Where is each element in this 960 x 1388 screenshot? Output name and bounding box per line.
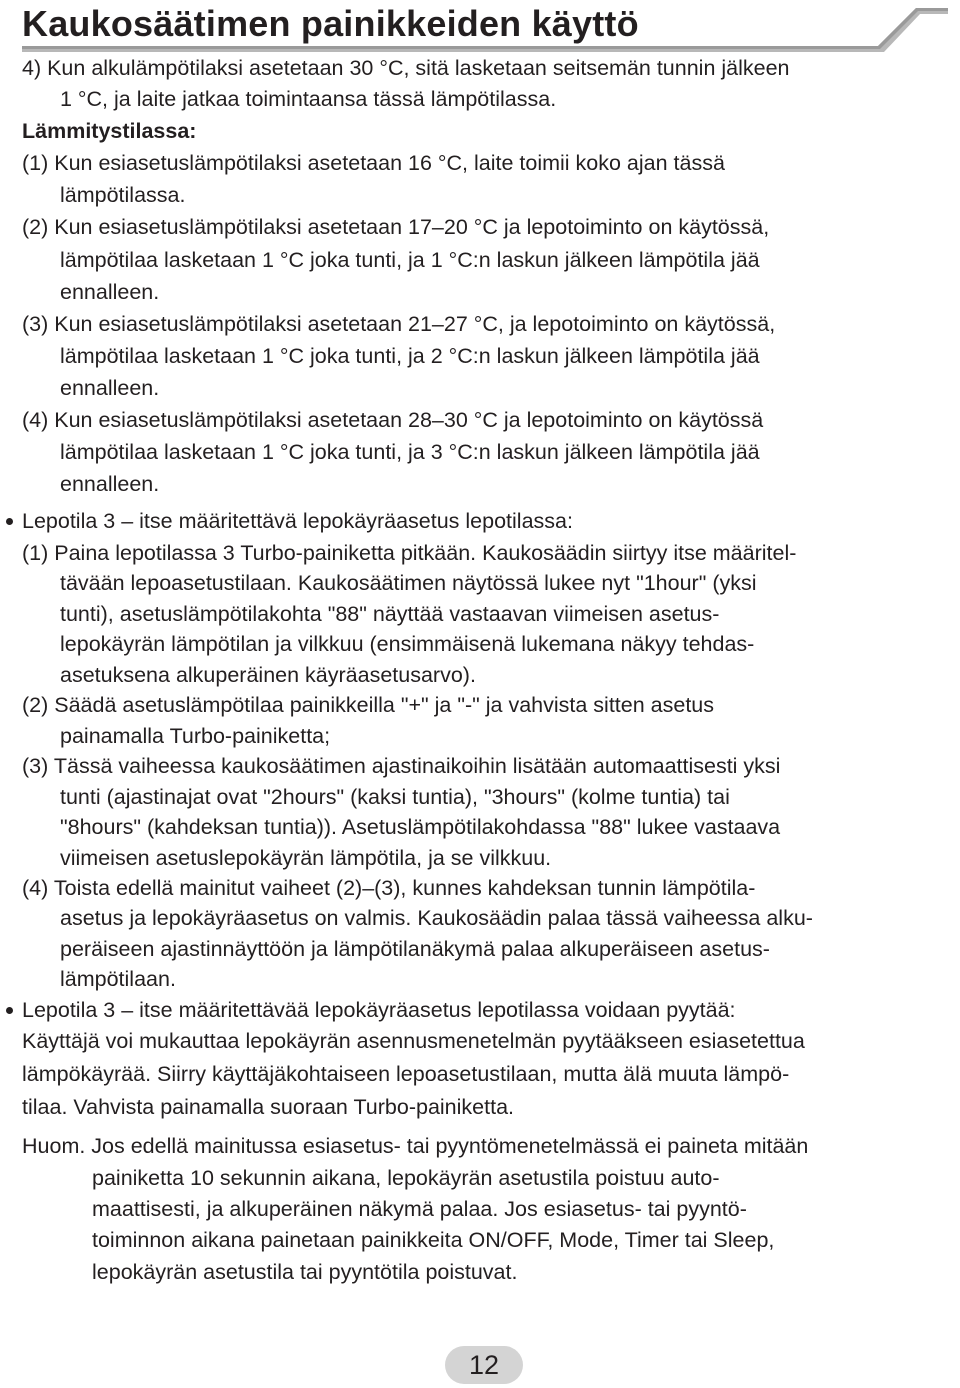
note-line: maattisesti, ja alkuperäinen näkymä palaa. Jos esiasetus- tai pyyntö- bbox=[92, 1197, 747, 1221]
text-line: (1) Paina lepotilassa 3 Turbo-painiketta pitkään. Kaukosäädin siirtyy itse määritel- bbox=[22, 541, 797, 565]
text-line: tunti), asetuslämpötilakohta "88" näyttää vastaavan viimeisen asetus- bbox=[60, 602, 720, 626]
header-rule bbox=[0, 0, 960, 60]
text-line: lepokäyrän lämpötilan ja vilkkuu (ensimmäisenä lukemana näkyy tehdas- bbox=[60, 632, 755, 656]
text-line: Käyttäjä voi mukauttaa lepokäyrän asennusmenetelmän pyytääkseen esiasetettua bbox=[22, 1029, 805, 1053]
page-title: Kaukosäätimen painikkeiden käyttö bbox=[22, 3, 639, 44]
bullet-icon bbox=[6, 518, 13, 525]
text-line: 4) Kun alkulämpötilaksi asetetaan 30 °C, sitä lasketaan seitsemän tunnin jälkeen bbox=[22, 56, 790, 80]
text-line: ennalleen. bbox=[60, 280, 160, 304]
text-line: lämpökäyrää. Siirry käyttäjäkohtaiseen lepoasetustilaan, mutta älä muuta lämpö- bbox=[22, 1062, 790, 1086]
text-line: (4) Kun esiasetuslämpötilaksi asetetaan 28–30 °C ja lepotoiminto on käytössä bbox=[22, 408, 764, 432]
note-line: toiminnon aikana painetaan painikkeita ON/OFF, Mode, Timer tai Sleep, bbox=[92, 1228, 775, 1252]
text-line: (1) Kun esiasetuslämpötilaksi asetetaan 16 °C, laite toimii koko ajan tässä bbox=[22, 151, 725, 175]
text-line: ennalleen. bbox=[60, 376, 160, 400]
text-line: asetus ja lepokäyräasetus on valmis. Kaukosäädin palaa tässä vaiheessa alku- bbox=[60, 906, 813, 930]
text-line: lämpötilaa lasketaan 1 °C joka tunti, ja 1 °C:n laskun jälkeen lämpötila jää bbox=[60, 248, 760, 272]
note-line: Huom. Jos edellä mainitussa esiasetus- tai pyyntömenetelmässä ei paineta mitään bbox=[22, 1134, 809, 1158]
section-heading: Lämmitystilassa: bbox=[22, 119, 197, 143]
text-line: tilaa. Vahvista painamalla suoraan Turbo-painiketta. bbox=[22, 1095, 515, 1119]
bullet-heading: Lepotila 3 – itse määritettävä lepokäyräasetus lepotilassa: bbox=[22, 509, 573, 533]
text-line: asetuksena alkuperäinen käyräasetusarvo). bbox=[60, 663, 476, 687]
bullet-heading: Lepotila 3 – itse määritettävää lepokäyräasetus lepotilassa voidaan pyytää: bbox=[22, 998, 736, 1022]
page-number-badge bbox=[445, 1346, 523, 1384]
text-line: ennalleen. bbox=[60, 472, 160, 496]
note-line: painiketta 10 sekunnin aikana, lepokäyrän asetustila poistuu auto- bbox=[92, 1166, 720, 1190]
text-line: (3) Kun esiasetuslämpötilaksi asetetaan 21–27 °C, ja lepotoiminto on käytössä, bbox=[22, 312, 776, 336]
bullet-icon bbox=[6, 1007, 13, 1014]
text-line: tävään lepoasetustilaan. Kaukosäätimen näytössä lukee nyt "1hour" (yksi bbox=[60, 571, 757, 595]
text-line: peräiseen ajastinnäyttöön ja lämpötilanäkymä palaa alkuperäiseen asetus- bbox=[60, 937, 770, 961]
text-line: lämpötilaa lasketaan 1 °C joka tunti, ja 2 °C:n laskun jälkeen lämpötila jää bbox=[60, 344, 760, 368]
text-line: (4) Toista edellä mainitut vaiheet (2)–(3), kunnes kahdeksan tunnin lämpötila- bbox=[22, 876, 756, 900]
text-line: lämpötilassa. bbox=[60, 183, 186, 207]
text-line: painamalla Turbo-painiketta; bbox=[60, 724, 331, 748]
note-line: lepokäyrän asetustila tai pyyntötila poistuvat. bbox=[92, 1260, 518, 1284]
text-line: 1 °C, ja laite jatkaa toimintaansa tässä lämpötilassa. bbox=[60, 87, 557, 111]
text-line: (2) Säädä asetuslämpötilaa painikkeilla "+" ja "-" ja vahvista sitten asetus bbox=[22, 693, 715, 717]
text-line: viimeisen asetuslepokäyrän lämpötila, ja se vilkkuu. bbox=[60, 846, 552, 870]
text-line: tunti (ajastinajat ovat "2hours" (kaksi tuntia), "3hours" (kolme tuntia) tai bbox=[60, 785, 730, 809]
page-number: 12 bbox=[468, 1350, 500, 1380]
text-line: lämpötilaa lasketaan 1 °C joka tunti, ja 3 °C:n laskun jälkeen lämpötila jää bbox=[60, 440, 760, 464]
text-line: lämpötilaan. bbox=[60, 967, 176, 991]
text-line: "8hours" (kahdeksan tuntia)). Asetuslämpötilakohdassa "88" lukee vastaava bbox=[60, 815, 781, 839]
text-line: (3) Tässä vaiheessa kaukosäätimen ajastinaikoihin lisätään automaattisesti yksi bbox=[22, 754, 781, 778]
text-line: (2) Kun esiasetuslämpötilaksi asetetaan 17–20 °C ja lepotoiminto on käytössä, bbox=[22, 215, 770, 239]
